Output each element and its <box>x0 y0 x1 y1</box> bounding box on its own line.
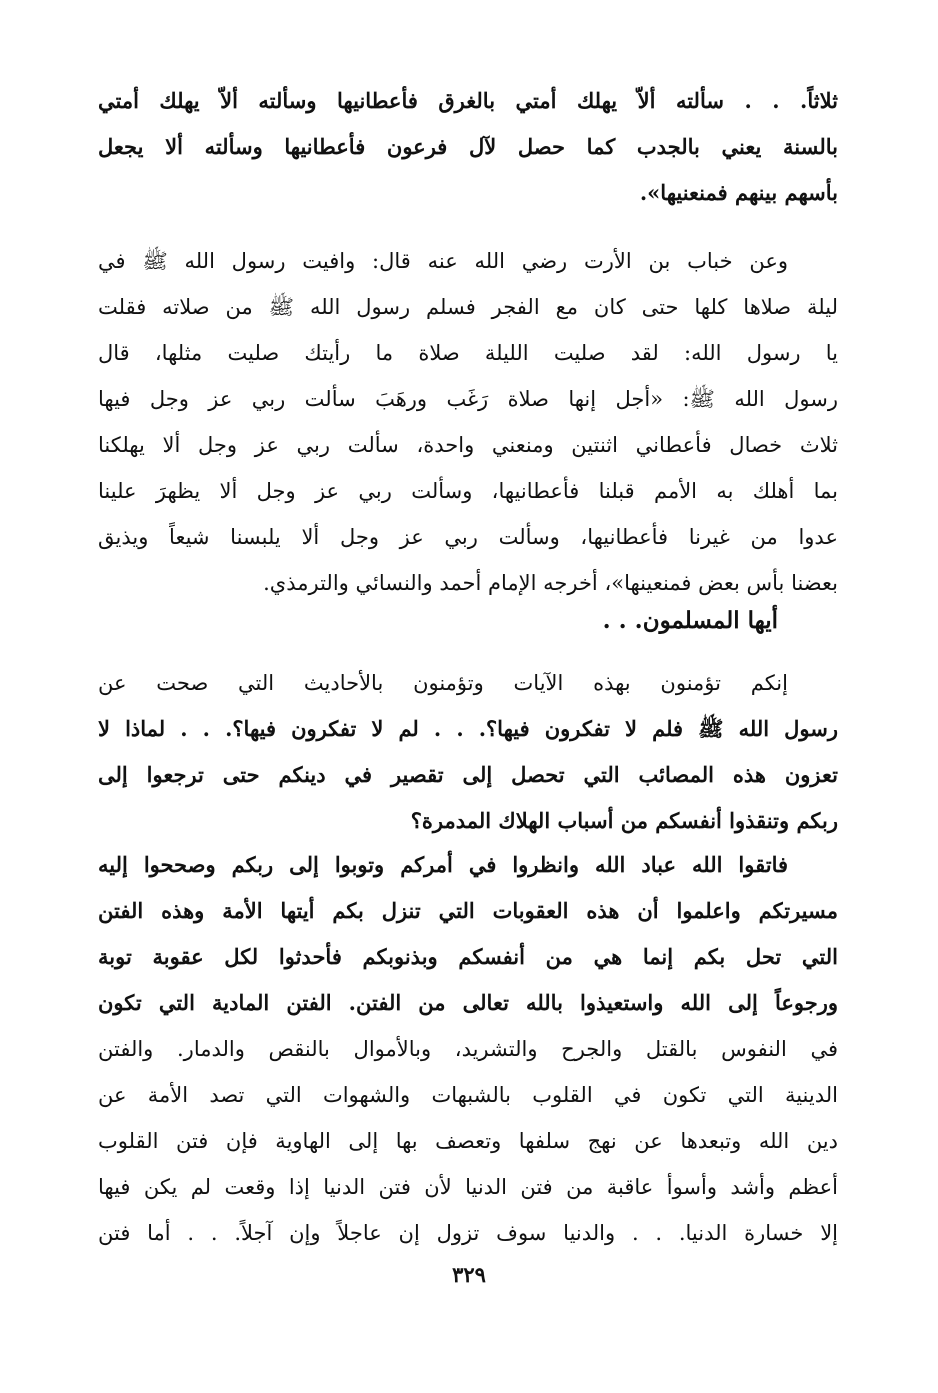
text-line: بالسنة يعني بالجدب كما حصل لآل فرعون فأعطانيها وسألته ألا يجعل <box>98 134 838 159</box>
page-number: ٣٢٩ <box>452 1262 486 1287</box>
text-line: إنكم تؤمنون بهذه الآيات وتؤمنون بالأحاديث التي صحت عن <box>98 671 788 695</box>
text-line: وعن خباب بن الأرت رضي الله عنه قال: وافيت رسول الله ﷺ في <box>98 249 788 273</box>
text-line: بما أهلك به الأمم قبلنا فأعطانيها، وسألت ربي عز وجل ألا يظهرَ علينا <box>98 479 838 503</box>
text-line: تعزون هذه المصائب التي تحصل إلى تقصير في دينكم حتى ترجعوا إلى <box>98 762 838 787</box>
text-line: إلا خسارة الدنيا. . . والدنيا سوف تزول إن عاجلاً وإن آجلاً. . . أما فتن <box>98 1221 838 1245</box>
text-line: مسيرتكم واعلموا أن هذه العقوبات التي تنزل بكم أيتها الأمة وهذه الفتن <box>98 898 838 923</box>
text-line: التي تحل بكم إنما هي من أنفسكم وبذنوبكم فأحدثوا لكل عقوبة توبة <box>98 944 838 969</box>
text-line: ليلة صلاها كلها حتى كان مع الفجر فسلم رسول الله ﷺ من صلاته فقلت <box>98 295 838 319</box>
text-line: الدينية التي تكون في القلوب بالشبهات والشهوات التي تصد الأمة عن <box>98 1083 838 1107</box>
text-line: في النفوس بالقتل والجرح والتشريد، وبالأموال بالنقص والدمار. والفتن <box>98 1037 838 1061</box>
text-line: يا رسول الله: لقد صليت الليلة صلاة ما رأيتك صليت مثلها، قال <box>98 341 838 365</box>
text-line: ربكم وتنقذوا أنفسكم من أسباب الهلاك المدمرة؟ <box>410 808 838 833</box>
text-line: بأسهم بينهم فمنعنيها». <box>639 180 838 205</box>
text-line: أعظم وأشد وأسوأ عاقبة من فتن الدنيا لأن فتن الدنيا إذا وقعت لم يكن فيها <box>98 1175 838 1199</box>
text-line: رسول الله ﷺ: «أجل إنها صلاة رَغَب ورهَبَ سألت ربي عز وجل فيها <box>98 387 838 411</box>
text-line: دين الله وتبعدها عن نهج سلفها وتعصف بها إلى الهاوية فإن فتن القلوب <box>98 1129 838 1153</box>
text-line: ثلاثاً. . . سألته ألاّ يهلك أمتي بالغرق فأعطانيها وسألته ألاّ يهلك أمتي <box>98 88 838 113</box>
text-line: فاتقوا الله عباد الله وانظروا في أمركم وتوبوا إلى ربكم وصححوا إليه <box>98 852 789 877</box>
paragraph-hadith-end <box>98 78 838 216</box>
text-line: بعضنا بأس بعض فمنعينها»، أخرجه الإمام أحمد والنسائي والترمذي. <box>263 571 838 595</box>
paragraph-exhortation <box>98 842 838 1256</box>
text-line: ثلاث خصال فأعطاني اثنتين ومنعني واحدة، سألت ربي عز وجل ألا يهلكنا <box>98 433 838 457</box>
text-line: عدوا من غيرنا فأعطانيها، وسألت ربي عز وجل ألا يلبسنا شيعاً ويذيق <box>98 525 838 549</box>
text-line: رسول الله ﷺ فلم لا تفكرون فيها؟. . . لم لا تفكرون فيها؟. . . لماذا لا <box>98 716 838 741</box>
paragraph-khabbab-hadith <box>98 238 838 606</box>
text-line: ورجوعاً إلى الله واستعيذوا بالله تعالى من الفتن. الفتن المادية التي تكون <box>98 990 838 1015</box>
section-heading: أيها المسلمون. . . <box>602 607 778 634</box>
paragraph-reflection <box>98 660 838 844</box>
